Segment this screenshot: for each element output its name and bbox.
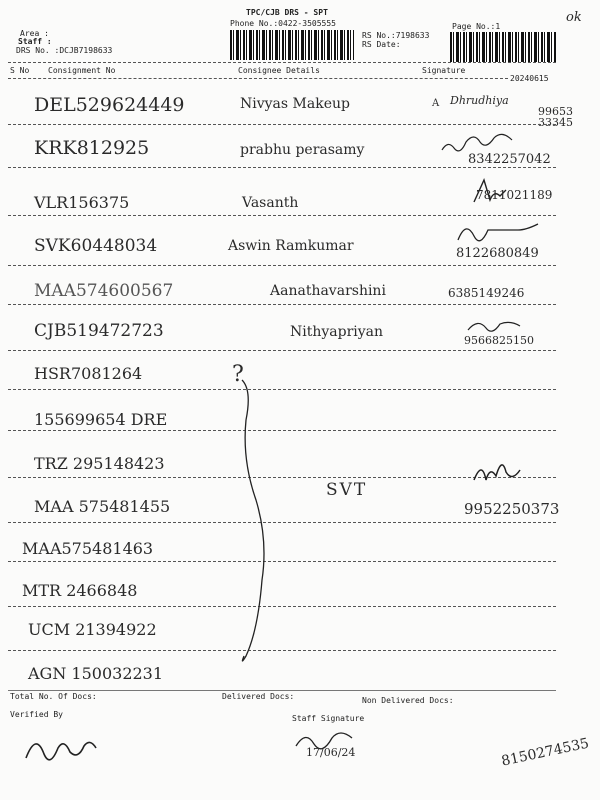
drs-barcode xyxy=(230,30,354,60)
verifier-signature xyxy=(22,730,102,770)
consignment-number: DEL529624449 xyxy=(34,94,185,116)
area-label: Area : xyxy=(20,29,49,38)
consignment-number: MAA574600567 xyxy=(34,281,174,301)
header-divider xyxy=(8,62,556,63)
signature-scribble xyxy=(440,132,520,154)
consignment-number: CJB519472723 xyxy=(34,321,164,341)
total-docs: Total No. Of Docs: xyxy=(10,692,97,701)
consignee-name: Nivyas Makeup xyxy=(240,96,350,112)
consignment-number: MAA575481463 xyxy=(22,539,154,558)
delivery-mark: A xyxy=(432,98,440,109)
consignee-name: Aswin Ramkumar xyxy=(228,238,354,254)
recipient-phone: 7811021189 xyxy=(476,188,553,202)
document-title: TPC/CJB DRS - SPT xyxy=(246,8,328,17)
consignment-number: SVK60448034 xyxy=(34,236,158,256)
signature-scribble xyxy=(470,454,530,490)
consignee-name: prabhu perasamy xyxy=(240,142,365,158)
question-mark: ? xyxy=(232,362,244,387)
staff-phone: 8150274535 xyxy=(500,735,591,770)
drs-number: DRS No. :DCJB7198633 xyxy=(16,46,113,55)
group-bracket xyxy=(226,360,286,660)
staff-label: Staff : xyxy=(18,37,52,46)
col-signature: Signature xyxy=(422,66,466,75)
consignment-number: 155699654 DRE xyxy=(34,410,168,429)
staff-stamp-date: 17/06/24 xyxy=(306,746,356,759)
recipient-phone: 8122680849 xyxy=(456,246,539,261)
consignment-number: UCM 21394922 xyxy=(28,620,157,639)
consignment-number: AGN 150032231 xyxy=(28,664,164,683)
signature-scribble xyxy=(454,218,544,248)
consignee-name: Aanathavarshini xyxy=(270,283,386,299)
rs-barcode xyxy=(450,32,556,62)
consignee-name: Nithyapriyan xyxy=(290,324,384,340)
signature-scribble xyxy=(466,318,536,334)
page-number: Page No.:1 xyxy=(452,22,501,31)
consignment-number: HSR7081264 xyxy=(34,364,143,383)
recipient-phone: 9952250373 xyxy=(464,500,560,518)
consignment-number: VLR156375 xyxy=(34,193,130,212)
recipient-signature: Dhrudhiya xyxy=(450,94,509,107)
recipient-phone: 8342257042 xyxy=(468,152,551,167)
consignment-number: KRK812925 xyxy=(34,137,150,159)
rs-number: RS No.:7198633 xyxy=(362,31,430,40)
consignment-number: MAA 575481455 xyxy=(34,497,171,516)
non-delivered-docs: Non Delivered Docs: xyxy=(362,696,454,705)
recipient-phone: 9566825150 xyxy=(464,334,534,347)
consignment-number: MTR 2466848 xyxy=(22,581,138,600)
ok-mark: ok xyxy=(566,10,582,25)
recipient-phone: 6385149246 xyxy=(448,286,525,300)
col-consignee: Consignee Details xyxy=(238,66,320,75)
group-label: SVT xyxy=(326,480,368,500)
col-sno: S No xyxy=(10,66,30,75)
phone-number: Phone No.:0422-3505555 xyxy=(230,19,336,28)
staff-signature-label: Staff Signature xyxy=(292,714,365,723)
consignee-name: Vasanth xyxy=(242,195,299,211)
consignment-number: TRZ 295148423 xyxy=(34,454,165,473)
date-stamp: 20240615 xyxy=(510,74,549,83)
delivered-docs: Delivered Docs: xyxy=(222,692,295,701)
recipient-phone: 9965333345 xyxy=(538,105,573,129)
col-consignment: Consignment No xyxy=(48,66,116,75)
verified-by: Verified By xyxy=(10,710,63,719)
rs-date: RS Date: xyxy=(362,40,401,49)
column-divider xyxy=(8,78,508,79)
